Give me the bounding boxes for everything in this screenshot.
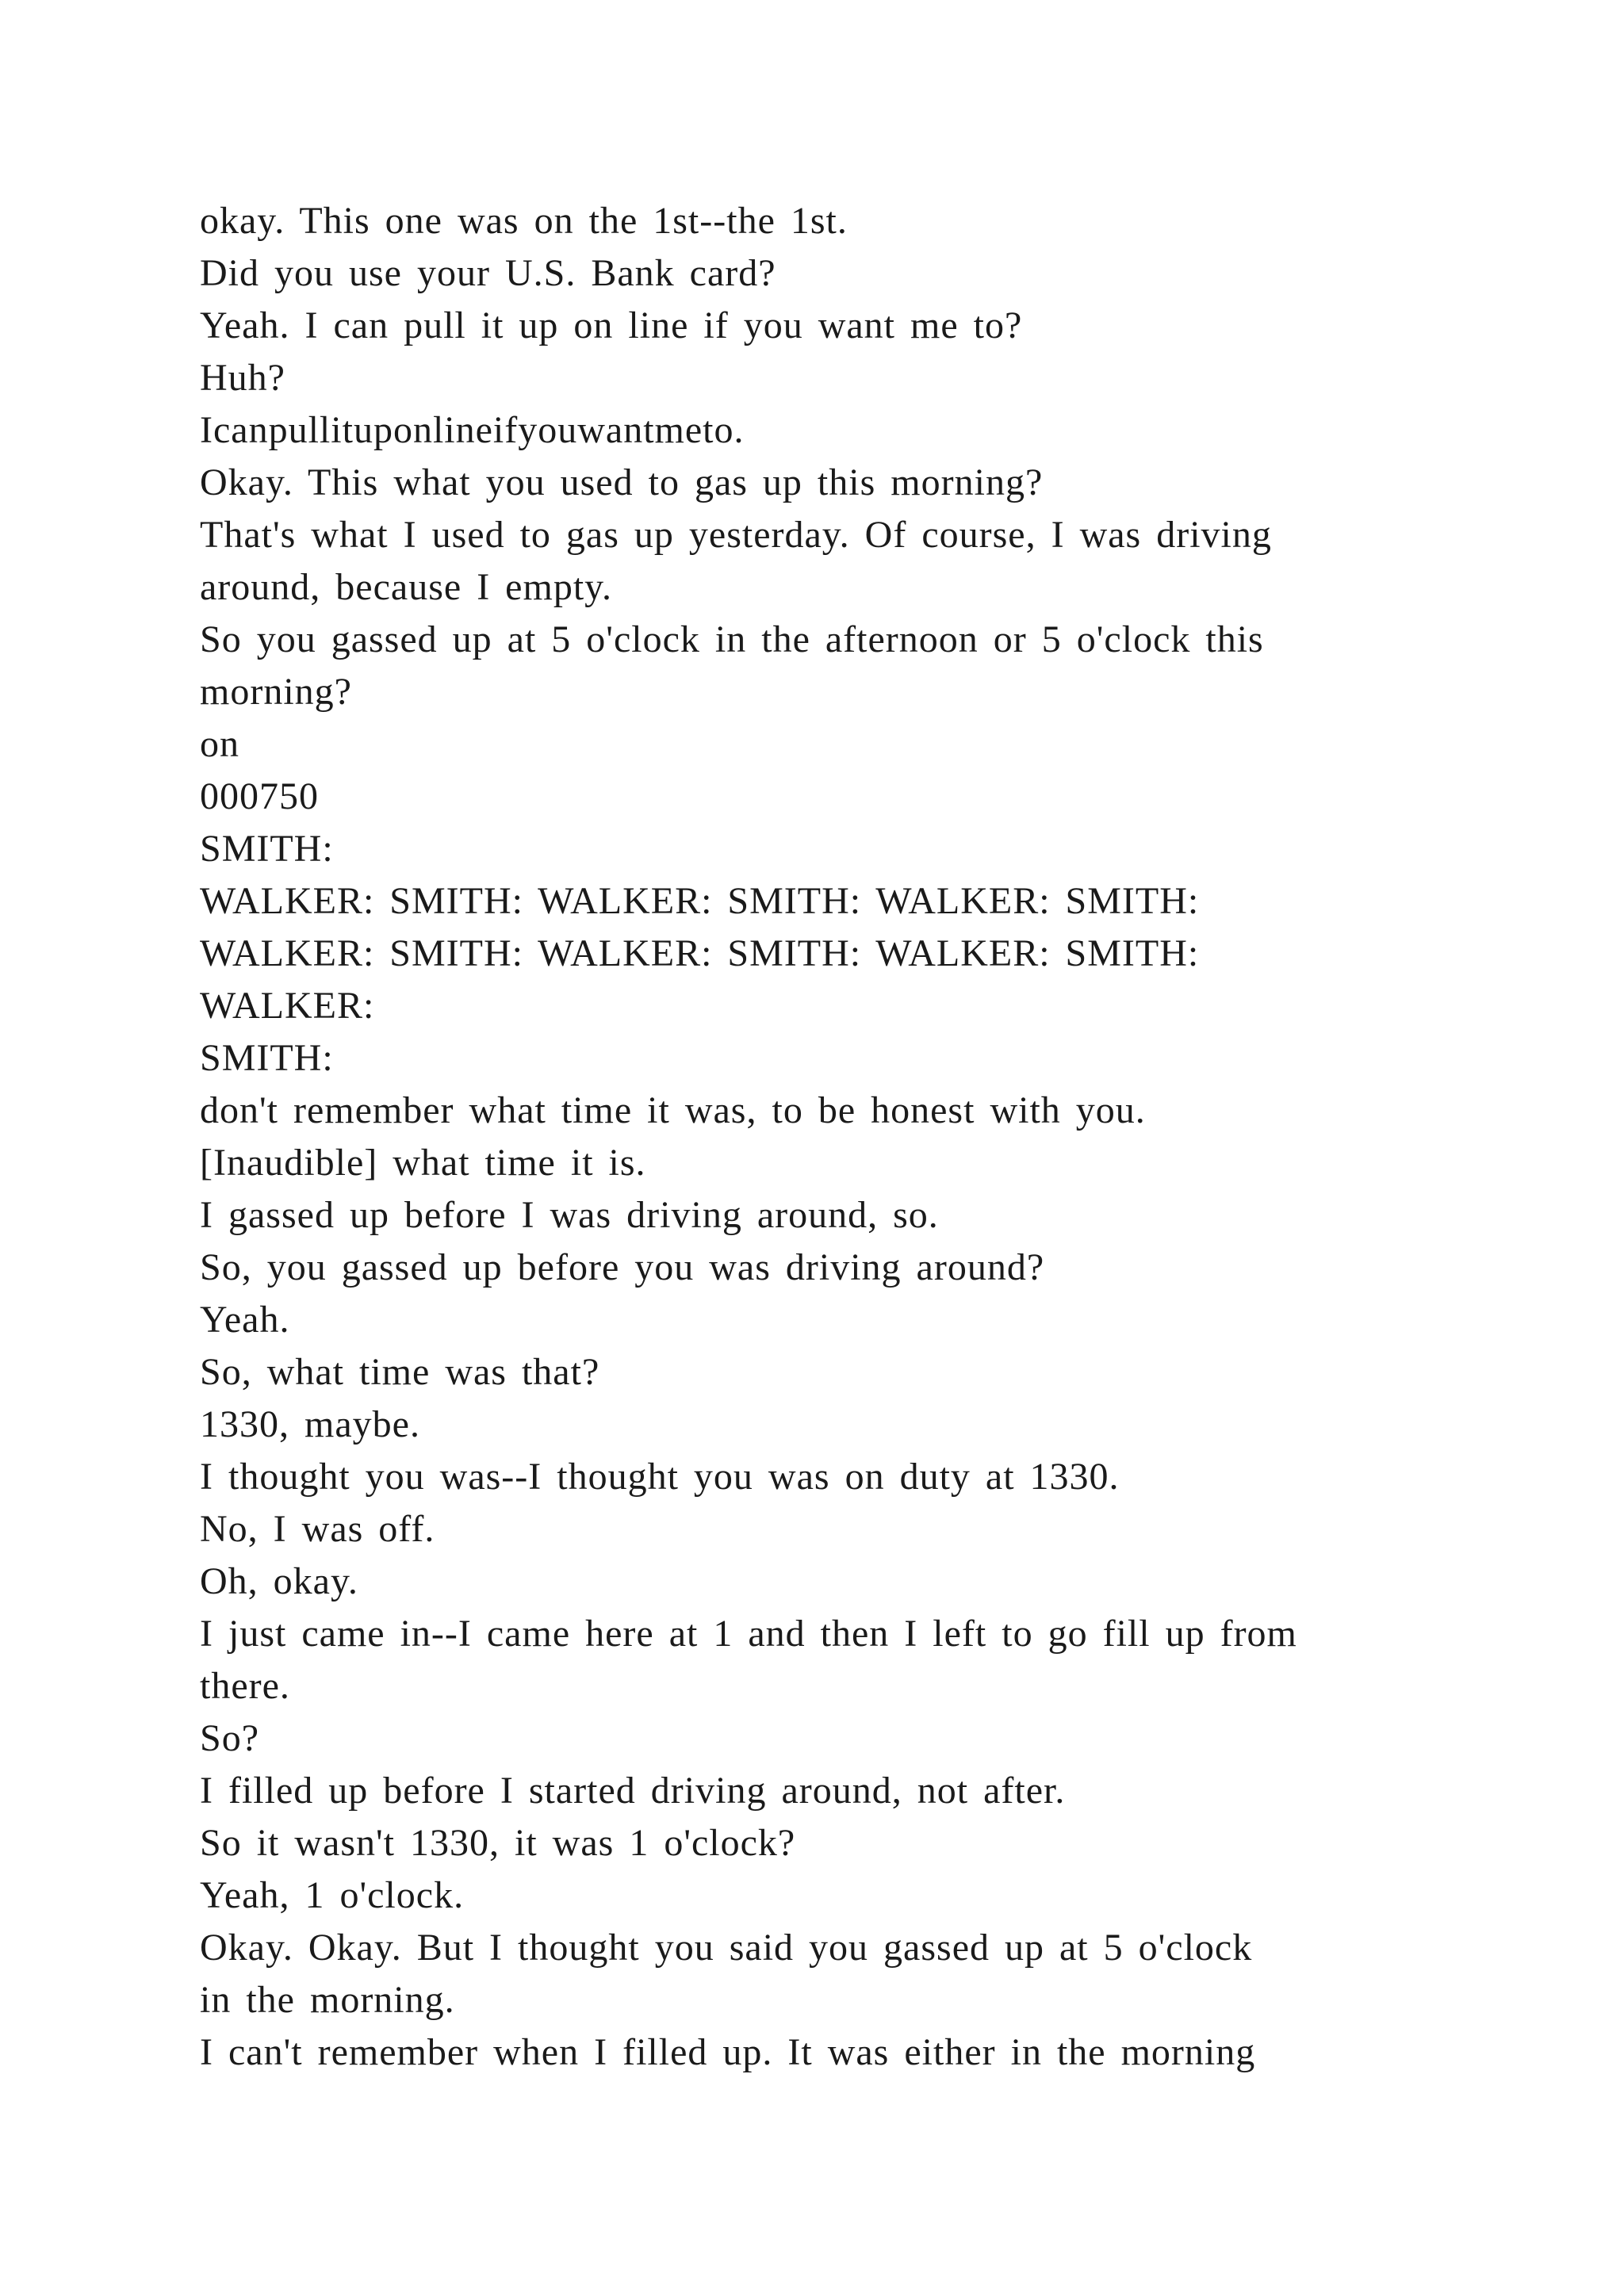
transcript-line: 1330, maybe. <box>200 1403 420 1445</box>
transcript-line: Yeah, 1 o'clock. <box>200 1874 465 1916</box>
transcript-line: okay. This one was on the 1st--the 1st. <box>200 200 848 242</box>
speaker-labels-row: WALKER: SMITH: WALKER: SMITH: WALKER: SMITH: <box>200 932 1200 974</box>
transcript-line: I can't remember when I filled up. It was either in the morning <box>200 2031 1256 2073</box>
transcript-line: I gassed up before I was driving around, so. <box>200 1194 939 1236</box>
transcript-line: I just came in--I came here at 1 and then I left to go fill up from <box>200 1613 1297 1655</box>
transcript-line: on <box>200 723 239 765</box>
speaker-label: SMITH: <box>200 1037 334 1079</box>
transcript-line: don't remember what time it was, to be honest with you. <box>200 1089 1146 1131</box>
transcript-line: morning? <box>200 671 352 713</box>
transcript-line: That's what I used to gas up yesterday. Of course, I was driving <box>200 514 1272 556</box>
transcript-line: around, because I empty. <box>200 566 613 608</box>
transcript-line: Oh, okay. <box>200 1560 358 1602</box>
transcript-line: Yeah. I can pull it up on line if you want me to? <box>200 304 1023 346</box>
transcript-line: Yeah. <box>200 1299 290 1341</box>
transcript-line: there. <box>200 1665 290 1707</box>
transcript-line: So it wasn't 1330, it was 1 o'clock? <box>200 1822 796 1864</box>
transcript-line: Icanpullituponlineifyouwantmeto. <box>200 409 745 451</box>
transcript-line: I filled up before I started driving around, not after. <box>200 1770 1066 1812</box>
speaker-label: SMITH: <box>200 828 334 870</box>
transcript-line: Okay. Okay. But I thought you said you gassed up at 5 o'clock <box>200 1927 1253 1969</box>
transcript-line: Did you use your U.S. Bank card? <box>200 252 776 294</box>
transcript-line: I thought you was--I thought you was on duty at 1330. <box>200 1456 1120 1498</box>
transcript-text <box>200 195 1453 2079</box>
transcript-line: in the morning. <box>200 1979 455 2021</box>
transcript-line: So? <box>200 1717 259 1759</box>
speaker-labels-row: WALKER: SMITH: WALKER: SMITH: WALKER: SMITH: <box>200 880 1200 922</box>
transcript-line: So you gassed up at 5 o'clock in the afternoon or 5 o'clock this <box>200 618 1264 660</box>
transcript-line: So, you gassed up before you was driving around? <box>200 1246 1045 1288</box>
transcript-line: [Inaudible] what time it is. <box>200 1142 646 1184</box>
transcript-line: Okay. This what you used to gas up this morning? <box>200 461 1044 503</box>
transcript-line: Huh? <box>200 357 285 399</box>
transcript-line: So, what time was that? <box>200 1351 600 1393</box>
speaker-label: WALKER: <box>200 985 375 1027</box>
transcript-line: No, I was off. <box>200 1508 435 1550</box>
bates-number: 000750 <box>200 775 319 817</box>
